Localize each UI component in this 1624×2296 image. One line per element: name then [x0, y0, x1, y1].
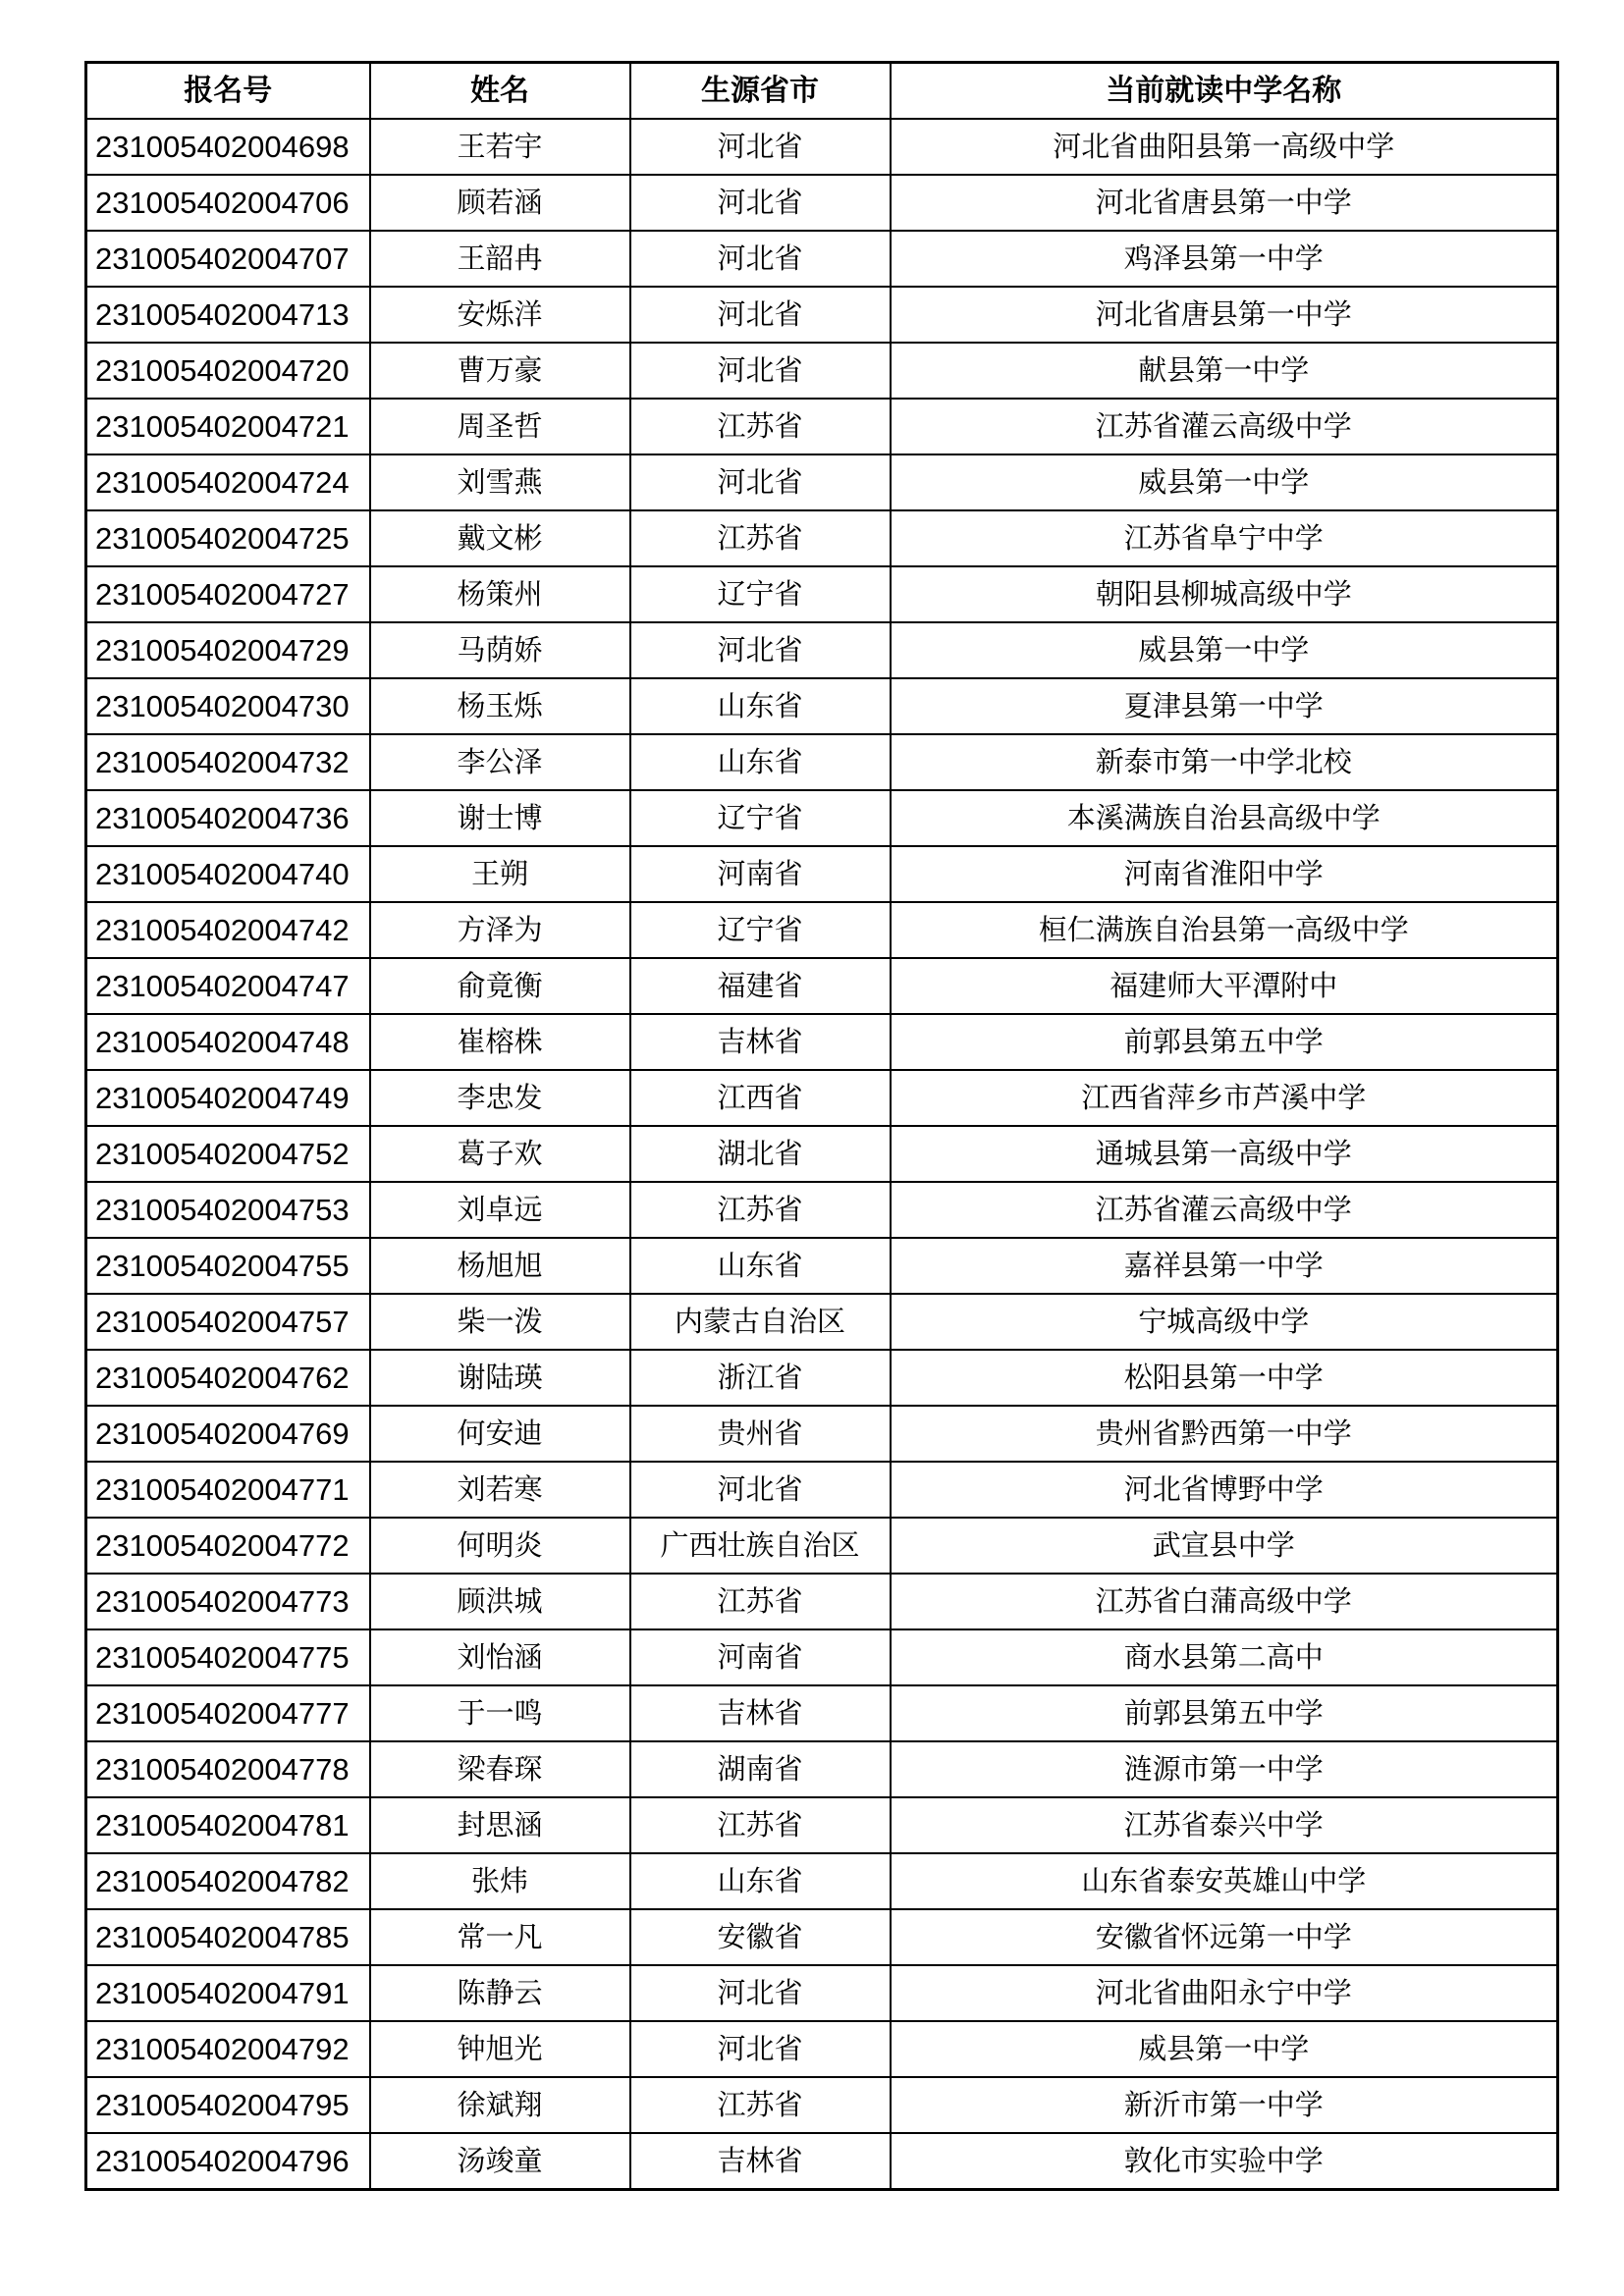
table-row — [86, 1014, 1558, 1070]
student-name-cell: 王朔 — [370, 846, 630, 902]
table-row — [86, 622, 1558, 678]
student-name-cell: 崔榕株 — [370, 1014, 630, 1070]
student-name-cell: 刘怡涵 — [370, 1629, 630, 1685]
current-school-cell: 江苏省泰兴中学 — [891, 1797, 1558, 1853]
origin-province-cell: 河北省 — [630, 343, 891, 399]
registration-number-cell: 231005402004778 — [86, 1741, 370, 1797]
current-school-cell: 武宣县中学 — [891, 1518, 1558, 1574]
current-school-cell: 桓仁满族自治县第一高级中学 — [891, 902, 1558, 958]
origin-province-cell: 辽宁省 — [630, 790, 891, 846]
table-row — [86, 958, 1558, 1014]
table-row — [86, 1741, 1558, 1797]
registration-number-cell: 231005402004796 — [86, 2133, 370, 2190]
current-school-cell: 威县第一中学 — [891, 2021, 1558, 2077]
table-row — [86, 1294, 1558, 1350]
student-name-cell: 王若宇 — [370, 119, 630, 175]
registration-number-cell: 231005402004795 — [86, 2077, 370, 2133]
current-school-cell: 山东省泰安英雄山中学 — [891, 1853, 1558, 1909]
table-row — [86, 1853, 1558, 1909]
registration-number-cell: 231005402004742 — [86, 902, 370, 958]
origin-province-cell: 河北省 — [630, 1965, 891, 2021]
table-row — [86, 1965, 1558, 2021]
current-school-cell: 前郭县第五中学 — [891, 1685, 1558, 1741]
student-name-cell: 杨旭旭 — [370, 1238, 630, 1294]
student-name-cell: 谢士博 — [370, 790, 630, 846]
current-school-cell: 威县第一中学 — [891, 454, 1558, 510]
student-name-cell: 汤竣童 — [370, 2133, 630, 2190]
table-row — [86, 1070, 1558, 1126]
table-row — [86, 1909, 1558, 1965]
origin-province-cell: 河北省 — [630, 175, 891, 231]
origin-province-cell: 河南省 — [630, 1629, 891, 1685]
registration-number-cell: 231005402004791 — [86, 1965, 370, 2021]
origin-province-cell: 河北省 — [630, 119, 891, 175]
table-row — [86, 678, 1558, 734]
student-name-cell: 戴文彬 — [370, 510, 630, 566]
table-row — [86, 399, 1558, 454]
origin-province-cell: 河北省 — [630, 287, 891, 343]
student-name-cell: 周圣哲 — [370, 399, 630, 454]
origin-province-cell: 河北省 — [630, 2021, 891, 2077]
table-row — [86, 2021, 1558, 2077]
registration-number-cell: 231005402004777 — [86, 1685, 370, 1741]
current-school-cell: 通城县第一高级中学 — [891, 1126, 1558, 1182]
current-school-cell: 新泰市第一中学北校 — [891, 734, 1558, 790]
student-name-cell: 李忠发 — [370, 1070, 630, 1126]
header-current-school: 当前就读中学名称 — [891, 63, 1558, 120]
current-school-cell: 贵州省黔西第一中学 — [891, 1406, 1558, 1462]
registration-number-cell: 231005402004755 — [86, 1238, 370, 1294]
origin-province-cell: 江苏省 — [630, 1797, 891, 1853]
current-school-cell: 江西省萍乡市芦溪中学 — [891, 1070, 1558, 1126]
registration-number-cell: 231005402004775 — [86, 1629, 370, 1685]
current-school-cell: 江苏省阜宁中学 — [891, 510, 1558, 566]
current-school-cell: 江苏省白蒲高级中学 — [891, 1574, 1558, 1629]
origin-province-cell: 吉林省 — [630, 1685, 891, 1741]
registration-number-cell: 231005402004729 — [86, 622, 370, 678]
student-name-cell: 刘卓远 — [370, 1182, 630, 1238]
origin-province-cell: 山东省 — [630, 734, 891, 790]
registration-number-cell: 231005402004727 — [86, 566, 370, 622]
current-school-cell: 河南省淮阳中学 — [891, 846, 1558, 902]
current-school-cell: 河北省唐县第一中学 — [891, 175, 1558, 231]
registration-number-cell: 231005402004781 — [86, 1797, 370, 1853]
student-name-cell: 于一鸣 — [370, 1685, 630, 1741]
table-row — [86, 287, 1558, 343]
table-row — [86, 1406, 1558, 1462]
origin-province-cell: 吉林省 — [630, 1014, 891, 1070]
table-row — [86, 566, 1558, 622]
student-name-cell: 钟旭光 — [370, 2021, 630, 2077]
table-row — [86, 902, 1558, 958]
registration-number-cell: 231005402004706 — [86, 175, 370, 231]
student-name-cell: 张炜 — [370, 1853, 630, 1909]
student-name-cell: 徐斌翔 — [370, 2077, 630, 2133]
roster-body — [86, 119, 1558, 2190]
student-name-cell: 葛子欢 — [370, 1126, 630, 1182]
current-school-cell: 本溪满族自治县高级中学 — [891, 790, 1558, 846]
table-row — [86, 175, 1558, 231]
registration-number-cell: 231005402004771 — [86, 1462, 370, 1518]
header-origin-province: 生源省市 — [630, 63, 891, 120]
origin-province-cell: 江苏省 — [630, 2077, 891, 2133]
current-school-cell: 福建师大平潭附中 — [891, 958, 1558, 1014]
origin-province-cell: 广西壮族自治区 — [630, 1518, 891, 1574]
origin-province-cell: 江苏省 — [630, 1182, 891, 1238]
student-name-cell: 王韶冉 — [370, 231, 630, 287]
student-name-cell: 常一凡 — [370, 1909, 630, 1965]
registration-number-cell: 231005402004792 — [86, 2021, 370, 2077]
current-school-cell: 鸡泽县第一中学 — [891, 231, 1558, 287]
origin-province-cell: 浙江省 — [630, 1350, 891, 1406]
registration-number-cell: 231005402004725 — [86, 510, 370, 566]
roster-table — [84, 61, 1559, 2191]
table-row — [86, 119, 1558, 175]
header-registration-number: 报名号 — [86, 63, 370, 120]
registration-number-cell: 231005402004752 — [86, 1126, 370, 1182]
current-school-cell: 安徽省怀远第一中学 — [891, 1909, 1558, 1965]
origin-province-cell: 辽宁省 — [630, 902, 891, 958]
registration-number-cell: 231005402004720 — [86, 343, 370, 399]
origin-province-cell: 湖北省 — [630, 1126, 891, 1182]
registration-number-cell: 231005402004736 — [86, 790, 370, 846]
student-name-cell: 谢陆瑛 — [370, 1350, 630, 1406]
origin-province-cell: 河北省 — [630, 1462, 891, 1518]
current-school-cell: 江苏省灌云高级中学 — [891, 399, 1558, 454]
current-school-cell: 新沂市第一中学 — [891, 2077, 1558, 2133]
table-row — [86, 846, 1558, 902]
student-name-cell: 封思涵 — [370, 1797, 630, 1853]
student-name-cell: 顾若涵 — [370, 175, 630, 231]
current-school-cell: 江苏省灌云高级中学 — [891, 1182, 1558, 1238]
registration-number-cell: 231005402004724 — [86, 454, 370, 510]
current-school-cell: 商水县第二高中 — [891, 1629, 1558, 1685]
current-school-cell: 河北省曲阳永宁中学 — [891, 1965, 1558, 2021]
origin-province-cell: 贵州省 — [630, 1406, 891, 1462]
origin-province-cell: 江苏省 — [630, 1574, 891, 1629]
registration-number-cell: 231005402004740 — [86, 846, 370, 902]
student-name-cell: 马荫娇 — [370, 622, 630, 678]
origin-province-cell: 吉林省 — [630, 2133, 891, 2190]
registration-number-cell: 231005402004721 — [86, 399, 370, 454]
table-row — [86, 1462, 1558, 1518]
table-row — [86, 1350, 1558, 1406]
current-school-cell: 河北省曲阳县第一高级中学 — [891, 119, 1558, 175]
origin-province-cell: 江苏省 — [630, 510, 891, 566]
current-school-cell: 宁城高级中学 — [891, 1294, 1558, 1350]
origin-province-cell: 江苏省 — [630, 399, 891, 454]
registration-number-cell: 231005402004713 — [86, 287, 370, 343]
student-name-cell: 刘雪燕 — [370, 454, 630, 510]
registration-number-cell: 231005402004762 — [86, 1350, 370, 1406]
registration-number-cell: 231005402004769 — [86, 1406, 370, 1462]
current-school-cell: 河北省唐县第一中学 — [891, 287, 1558, 343]
current-school-cell: 朝阳县柳城高级中学 — [891, 566, 1558, 622]
student-name-cell: 顾洪城 — [370, 1574, 630, 1629]
current-school-cell: 前郭县第五中学 — [891, 1014, 1558, 1070]
current-school-cell: 威县第一中学 — [891, 622, 1558, 678]
current-school-cell: 嘉祥县第一中学 — [891, 1238, 1558, 1294]
registration-number-cell: 231005402004732 — [86, 734, 370, 790]
student-name-cell: 刘若寒 — [370, 1462, 630, 1518]
table-row — [86, 1629, 1558, 1685]
student-name-cell: 杨玉烁 — [370, 678, 630, 734]
table-row — [86, 1797, 1558, 1853]
table-row — [86, 1126, 1558, 1182]
table-row — [86, 1238, 1558, 1294]
table-row — [86, 1182, 1558, 1238]
registration-number-cell: 231005402004747 — [86, 958, 370, 1014]
student-name-cell: 柴一泼 — [370, 1294, 630, 1350]
table-row — [86, 790, 1558, 846]
registration-number-cell: 231005402004698 — [86, 119, 370, 175]
current-school-cell: 夏津县第一中学 — [891, 678, 1558, 734]
registration-number-cell: 231005402004757 — [86, 1294, 370, 1350]
registration-number-cell: 231005402004749 — [86, 1070, 370, 1126]
current-school-cell: 河北省博野中学 — [891, 1462, 1558, 1518]
student-name-cell: 陈静云 — [370, 1965, 630, 2021]
registration-number-cell: 231005402004772 — [86, 1518, 370, 1574]
table-row — [86, 231, 1558, 287]
table-row — [86, 343, 1558, 399]
registration-number-cell: 231005402004785 — [86, 1909, 370, 1965]
student-name-cell: 安烁洋 — [370, 287, 630, 343]
current-school-cell: 敦化市实验中学 — [891, 2133, 1558, 2190]
origin-province-cell: 福建省 — [630, 958, 891, 1014]
origin-province-cell: 湖南省 — [630, 1741, 891, 1797]
table-row — [86, 734, 1558, 790]
table-row — [86, 2077, 1558, 2133]
registration-number-cell: 231005402004782 — [86, 1853, 370, 1909]
registration-number-cell: 231005402004730 — [86, 678, 370, 734]
registration-number-cell: 231005402004773 — [86, 1574, 370, 1629]
registration-number-cell: 231005402004753 — [86, 1182, 370, 1238]
origin-province-cell: 安徽省 — [630, 1909, 891, 1965]
origin-province-cell: 山东省 — [630, 1853, 891, 1909]
student-name-cell: 何安迪 — [370, 1406, 630, 1462]
current-school-cell: 涟源市第一中学 — [891, 1741, 1558, 1797]
student-name-cell: 俞竟衡 — [370, 958, 630, 1014]
origin-province-cell: 江西省 — [630, 1070, 891, 1126]
origin-province-cell: 辽宁省 — [630, 566, 891, 622]
table-row — [86, 1574, 1558, 1629]
header-name: 姓名 — [370, 63, 630, 120]
table-row — [86, 454, 1558, 510]
origin-province-cell: 山东省 — [630, 1238, 891, 1294]
current-school-cell: 献县第一中学 — [891, 343, 1558, 399]
table-row — [86, 1518, 1558, 1574]
registration-number-cell: 231005402004748 — [86, 1014, 370, 1070]
student-name-cell: 曹万豪 — [370, 343, 630, 399]
origin-province-cell: 河北省 — [630, 622, 891, 678]
origin-province-cell: 河北省 — [630, 231, 891, 287]
origin-province-cell: 内蒙古自治区 — [630, 1294, 891, 1350]
table-row — [86, 510, 1558, 566]
origin-province-cell: 河北省 — [630, 454, 891, 510]
table-row — [86, 2133, 1558, 2190]
header-row — [86, 63, 1558, 120]
origin-province-cell: 河南省 — [630, 846, 891, 902]
student-name-cell: 方泽为 — [370, 902, 630, 958]
table-row — [86, 1685, 1558, 1741]
student-name-cell: 李公泽 — [370, 734, 630, 790]
current-school-cell: 松阳县第一中学 — [891, 1350, 1558, 1406]
student-name-cell: 何明炎 — [370, 1518, 630, 1574]
origin-province-cell: 山东省 — [630, 678, 891, 734]
student-name-cell: 梁春琛 — [370, 1741, 630, 1797]
registration-number-cell: 231005402004707 — [86, 231, 370, 287]
student-name-cell: 杨策州 — [370, 566, 630, 622]
